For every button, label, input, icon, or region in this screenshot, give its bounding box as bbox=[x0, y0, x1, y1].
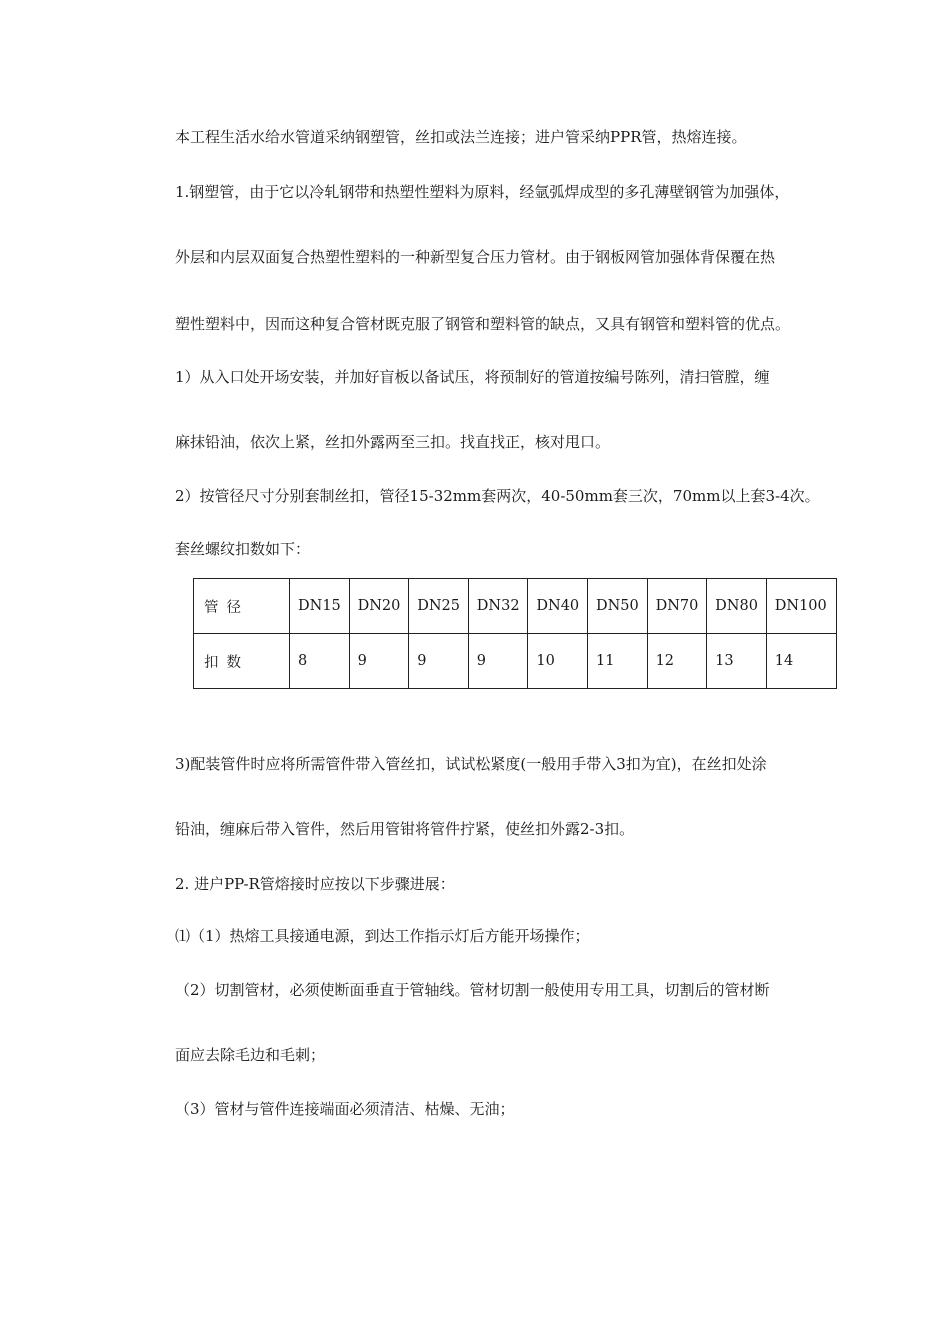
step-1-line-2: 麻抹铅油，依次上紧，丝扣外露两至三扣。找直找正，核对甩口。 bbox=[175, 433, 611, 451]
table-cell-diameter: DN100 bbox=[766, 579, 836, 634]
ppr-step-2-line-1: （2）切割管材，必须使断面垂直于管轴线。管材切割一般使用专用工具，切割后的管材断 bbox=[175, 981, 770, 999]
table-row-thread-count bbox=[194, 634, 837, 689]
table-cell-diameter: DN40 bbox=[528, 579, 588, 634]
table-cell-thread-count: 13 bbox=[707, 634, 767, 689]
table-row-diameter bbox=[194, 579, 837, 634]
ppr-step-2-line-2: 面应去除毛边和毛刺； bbox=[175, 1046, 326, 1064]
ppr-section-heading: 2. 进户PP-R管熔接时应按以下步骤进展： bbox=[175, 875, 455, 893]
step-3-line-1: 3)配装管件时应将所需管件带入管丝扣，试试松紧度(一般用手带入3扣为宜)，在丝扣处涂 bbox=[175, 755, 767, 773]
table-cell-thread-count: 14 bbox=[766, 634, 836, 689]
table-cell-diameter: DN50 bbox=[587, 579, 647, 634]
steel-plastic-pipe-paragraph-line-2: 外层和内层双面复合热塑性塑料的一种新型复合压力管材。由于钢板网管加强体背保覆在热 bbox=[175, 248, 776, 266]
steel-plastic-pipe-paragraph-line-1: 1.钢塑管，由于它以冷轧钢带和热塑性塑料为原料，经氩弧焊成型的多孔薄壁钢管为加强体， bbox=[175, 183, 790, 201]
table-cell-thread-count: 9 bbox=[409, 634, 469, 689]
row-header-diameter: 管径 bbox=[194, 579, 290, 634]
table-cell-diameter: DN80 bbox=[707, 579, 767, 634]
step-3-line-2: 铅油，缠麻后带入管件，然后用管钳将管件拧紧，使丝扣外露2-3扣。 bbox=[175, 820, 635, 838]
ppr-step-3: （3）管材与管件连接端面必须清洁、枯燥、无油； bbox=[175, 1100, 515, 1118]
table-cell-thread-count: 11 bbox=[587, 634, 647, 689]
thread-count-table bbox=[193, 578, 837, 689]
table-cell-diameter: DN25 bbox=[409, 579, 469, 634]
table-cell-diameter: DN32 bbox=[468, 579, 528, 634]
table-cell-diameter: DN20 bbox=[349, 579, 409, 634]
table-cell-thread-count: 12 bbox=[647, 634, 707, 689]
row-header-thread-count: 扣数 bbox=[194, 634, 290, 689]
table-cell-diameter: DN15 bbox=[290, 579, 350, 634]
table-cell-thread-count: 9 bbox=[349, 634, 409, 689]
step-2-line: 2）按管径尺寸分别套制丝扣，管径15-32mm套两次，40-50mm套三次，70mm以上套3-4次。 bbox=[175, 487, 820, 505]
table-cell-diameter: DN70 bbox=[647, 579, 707, 634]
table-cell-thread-count: 9 bbox=[468, 634, 528, 689]
table-cell-thread-count: 8 bbox=[290, 634, 350, 689]
table-cell-thread-count: 10 bbox=[528, 634, 588, 689]
ppr-step-1: ⑴（1）热熔工具接通电源，到达工作指示灯后方能开场操作； bbox=[175, 927, 590, 945]
intro-paragraph: 本工程生活水给水管道采纳钢塑管，丝扣或法兰连接；进户管采纳PPR管，热熔连接。 bbox=[175, 128, 747, 146]
steel-plastic-pipe-paragraph-line-3: 塑性塑料中，因而这种复合管材既克服了钢管和塑料管的缺点，又具有钢管和塑料管的优点。 bbox=[175, 315, 791, 333]
step-1-line-1: 1）从入口处开场安装，并加好盲板以备试压，将预制好的管道按编号陈列，清扫管膛，缠 bbox=[175, 368, 770, 386]
table-caption: 套丝螺纹扣数如下： bbox=[175, 540, 311, 558]
